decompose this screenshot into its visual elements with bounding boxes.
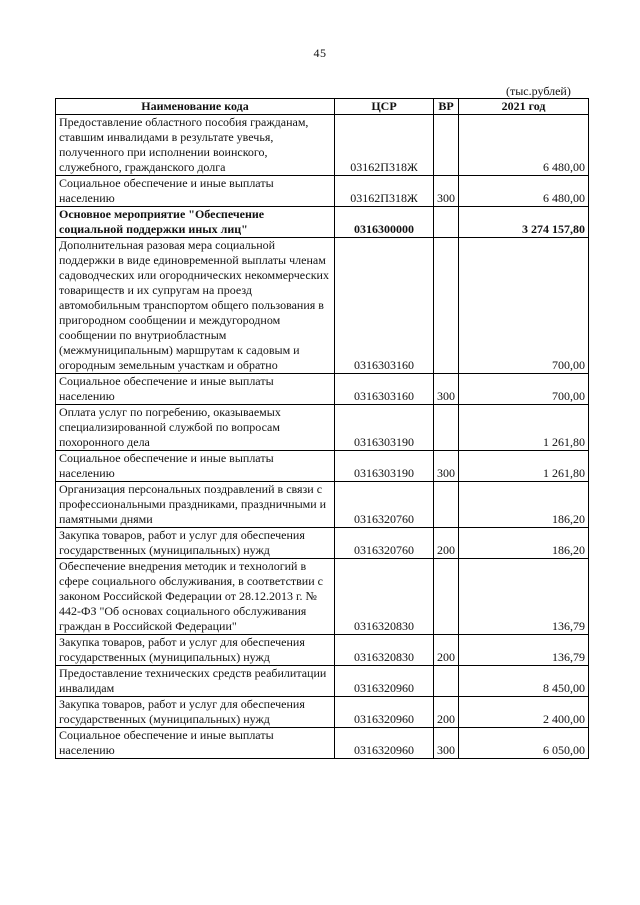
row-vr: 300: [434, 374, 459, 405]
row-csr: 0316320760: [335, 528, 434, 559]
table-row: [56, 697, 589, 728]
row-vr: 300: [434, 176, 459, 207]
row-vr: 300: [434, 728, 459, 759]
row-csr: 0316320830: [335, 635, 434, 666]
table-row: [56, 635, 589, 666]
table-row: [56, 405, 589, 451]
row-name: Оплата услуг по погребению, оказываемых специализированной службой по вопросам похоронного дела: [56, 405, 335, 451]
row-amount: 136,79: [459, 635, 589, 666]
row-vr: [434, 482, 459, 528]
row-vr: [434, 207, 459, 238]
row-name: Социальное обеспечение и иные выплаты населению: [56, 374, 335, 405]
table-row: [56, 482, 589, 528]
row-name: Обеспечение внедрения методик и технологий в сфере социального обслуживания, в соответствии с законом Российской Федерации от 28.12.2013 г. № 442-ФЗ "Об основах социального обслуживания граждан в Российской Федерации": [56, 559, 335, 635]
page-number: 45: [313, 46, 327, 60]
row-amount: 6 480,00: [459, 115, 589, 176]
row-amount: 2 400,00: [459, 697, 589, 728]
row-vr: 200: [434, 635, 459, 666]
row-amount: 3 274 157,80: [459, 207, 589, 238]
row-name: Социальное обеспечение и иные выплаты населению: [56, 728, 335, 759]
row-name: Социальное обеспечение и иные выплаты населению: [56, 451, 335, 482]
table-row: [56, 374, 589, 405]
row-amount: 6 050,00: [459, 728, 589, 759]
row-name: Организация персональных поздравлений в связи с профессиональными праздниками, праздничными и памятными днями: [56, 482, 335, 528]
table-row: [56, 238, 589, 374]
table-row: [56, 207, 589, 238]
row-name: Закупка товаров, работ и услуг для обеспечения государственных (муниципальных) нужд: [56, 697, 335, 728]
budget-table: [55, 98, 589, 759]
table-header-row: [56, 99, 589, 115]
row-csr: 0316303190: [335, 405, 434, 451]
table-row: [56, 176, 589, 207]
row-csr: 0316300000: [335, 207, 434, 238]
row-vr: [434, 238, 459, 374]
row-csr: 0316320760: [335, 482, 434, 528]
units-label: (тыс.рублей): [506, 84, 571, 98]
row-csr: 0316320830: [335, 559, 434, 635]
row-csr: 0316303190: [335, 451, 434, 482]
row-name: Предоставление технических средств реабилитации инвалидам: [56, 666, 335, 697]
header-amount: 2021 год: [459, 99, 589, 115]
table-row: [56, 666, 589, 697]
row-csr: 0316320960: [335, 728, 434, 759]
row-csr: 03162П318Ж: [335, 176, 434, 207]
row-vr: 300: [434, 451, 459, 482]
row-vr: [434, 405, 459, 451]
table-row: [56, 115, 589, 176]
table-row: [56, 451, 589, 482]
row-amount: 136,79: [459, 559, 589, 635]
row-amount: 700,00: [459, 238, 589, 374]
row-vr: 200: [434, 697, 459, 728]
table-row: [56, 559, 589, 635]
header-name: Наименование кода: [56, 99, 335, 115]
row-vr: [434, 115, 459, 176]
header-csr: ЦСР: [335, 99, 434, 115]
row-csr: 0316303160: [335, 374, 434, 405]
row-amount: 186,20: [459, 528, 589, 559]
table-row: [56, 528, 589, 559]
row-name: Дополнительная разовая мера социальной поддержки в виде единовременной выплаты членам садоводческих или огороднических некоммерческих товариществ и их супругам на проезд автомобильным транспортом общего пользования в пригородном сообщении и междугородном сообщении по внутриобластным (межмуниципальным) маршрутам к садовым и огородным земельным участкам и обратно: [56, 238, 335, 374]
row-name: Основное мероприятие "Обеспечение социальной поддержки иных лиц": [56, 207, 335, 238]
row-amount: 6 480,00: [459, 176, 589, 207]
row-name: Социальное обеспечение и иные выплаты населению: [56, 176, 335, 207]
row-vr: [434, 666, 459, 697]
row-name: Предоставление областного пособия гражданам, ставшим инвалидами в результате увечья, полученного при исполнении воинского, служебного, гражданского долга: [56, 115, 335, 176]
row-amount: 1 261,80: [459, 451, 589, 482]
row-name: Закупка товаров, работ и услуг для обеспечения государственных (муниципальных) нужд: [56, 528, 335, 559]
row-amount: 186,20: [459, 482, 589, 528]
row-amount: 700,00: [459, 374, 589, 405]
table-row: [56, 728, 589, 759]
row-vr: 200: [434, 528, 459, 559]
row-name: Закупка товаров, работ и услуг для обеспечения государственных (муниципальных) нужд: [56, 635, 335, 666]
row-amount: 1 261,80: [459, 405, 589, 451]
row-csr: 03162П318Ж: [335, 115, 434, 176]
row-csr: 0316320960: [335, 697, 434, 728]
header-vr: ВР: [434, 99, 459, 115]
row-csr: 0316320960: [335, 666, 434, 697]
row-vr: [434, 559, 459, 635]
row-csr: 0316303160: [335, 238, 434, 374]
row-amount: 8 450,00: [459, 666, 589, 697]
